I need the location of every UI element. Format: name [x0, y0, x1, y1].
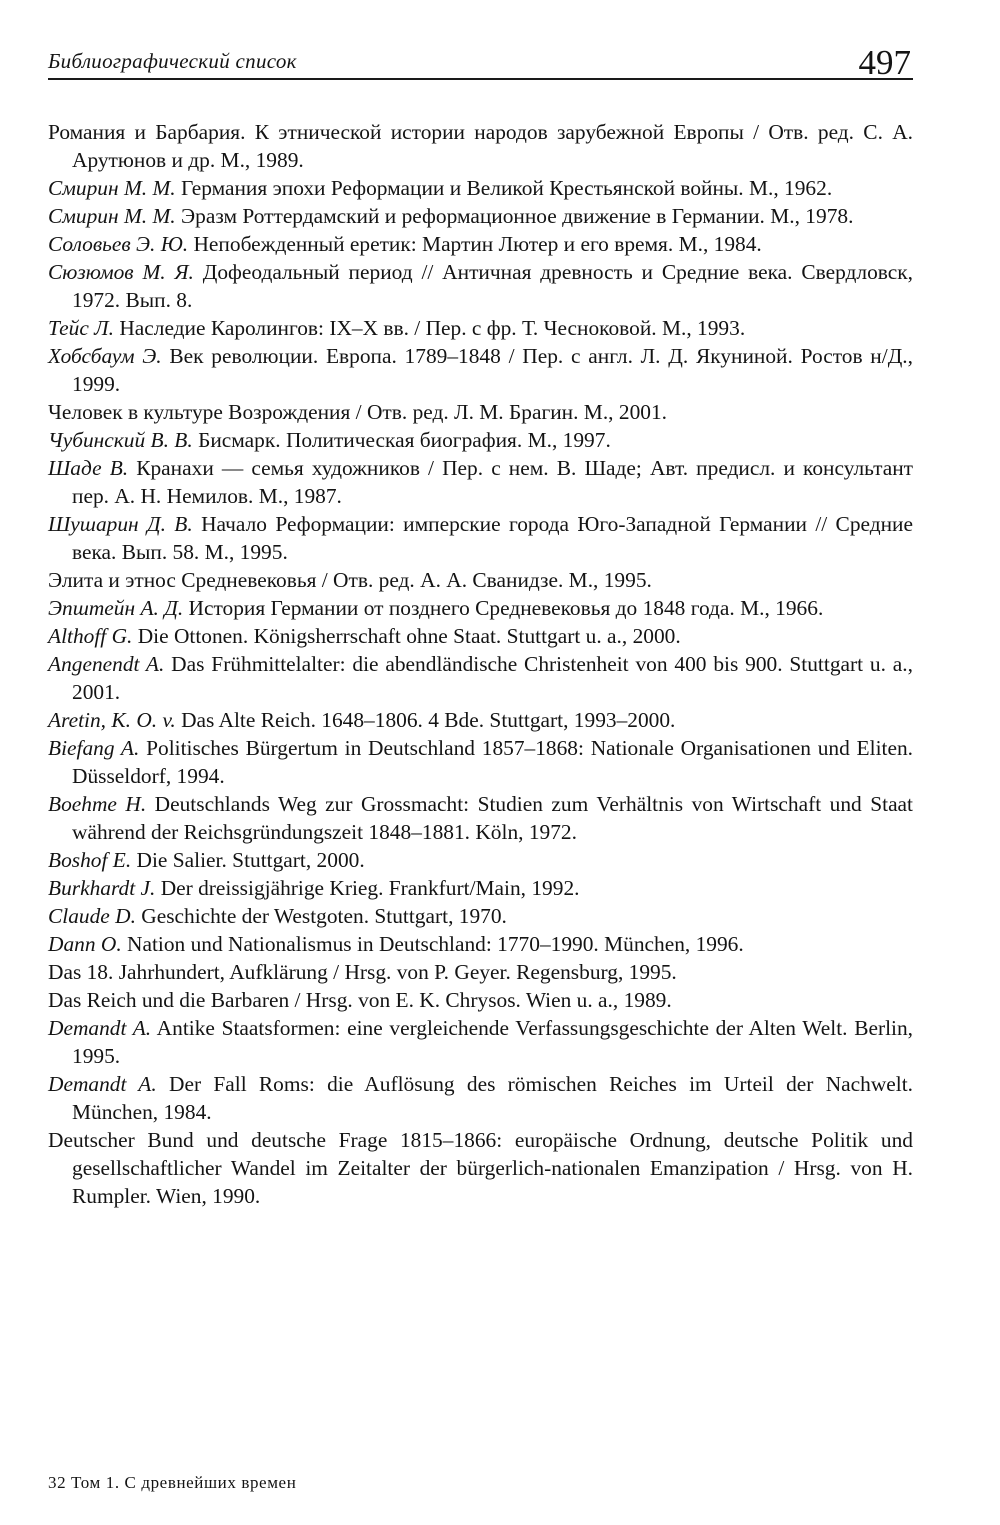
entry-text: Кранахи — семья художников / Пер. с нем. В. Шаде; Авт. предисл. и консультант пер. А. Н. Немилов. М., 1987. [72, 456, 913, 508]
bibliography-entry [48, 986, 913, 1014]
entry-author: Burkhardt J. [48, 876, 156, 900]
bibliography-entry [48, 230, 913, 258]
bibliography-entry [48, 398, 913, 426]
entry-author: Сюзюмов М. Я. [48, 260, 194, 284]
running-title: Библиографический список [48, 49, 297, 73]
bibliography-entry [48, 510, 913, 566]
entry-text: Начало Реформации: имперские города Юго-Западной Германии // Средние века. Вып. 58. М., 1995. [72, 512, 913, 564]
entry-text: Das Reich und die Barbaren / Hrsg. von E. K. Chrysos. Wien u. a., 1989. [48, 988, 672, 1012]
entry-text: Deutschlands Weg zur Grossmacht: Studien zum Verhältnis von Wirtschaft und Staat während der Reichsgründungszeit 1848–1881. Köln, 1972. [72, 792, 913, 844]
entry-text: История Германии от позднего Средневековья до 1848 года. М., 1966. [183, 596, 824, 620]
entry-text: Человек в культуре Возрождения / Отв. ред. Л. М. Брагин. М., 2001. [48, 400, 668, 424]
entry-text: Непобежденный еретик: Мартин Лютер и его время. М., 1984. [188, 232, 762, 256]
entry-text: Geschichte der Westgoten. Stuttgart, 1970. [135, 904, 507, 928]
bibliography-entry [48, 734, 913, 790]
entry-author: Demandt A. [48, 1072, 157, 1096]
entry-text: Das Frühmittelalter: die abendländische Christenheit von 400 bis 900. Stuttgart u. a., 2001. [72, 652, 913, 704]
page-header [48, 38, 913, 80]
bibliography-entry [48, 930, 913, 958]
entry-text: Antike Staatsformen: eine vergleichende Verfassungsgeschichte der Alten Welt. Berlin, 1995. [72, 1016, 914, 1068]
entry-text: Романия и Барбария. К этнической истории народов зарубежной Европы / Отв. ред. С. А. Арутюнов и др. М., 1989. [48, 120, 913, 172]
entry-author: Boehme H. [48, 792, 147, 816]
entry-author: Шаде В. [48, 456, 129, 480]
entry-text: Politisches Bürgertum in Deutschland 1857–1868: Nationale Organisationen und Eliten. Düsseldorf, 1994. [72, 736, 913, 788]
bibliography-list [48, 118, 913, 1210]
bibliography-entry [48, 902, 913, 930]
entry-text: Der dreissigjährige Krieg. Frankfurt/Main, 1992. [155, 876, 580, 900]
bibliography-entry [48, 174, 913, 202]
bibliography-entry [48, 790, 913, 846]
entry-author: Чубинский В. В. [48, 428, 193, 452]
entry-text: Die Salier. Stuttgart, 2000. [131, 848, 365, 872]
entry-text: Германия эпохи Реформации и Великой Крестьянской войны. М., 1962. [175, 176, 833, 200]
entry-author: Эпштейн А. Д. [48, 596, 184, 620]
bibliography-entry [48, 622, 913, 650]
entry-text: Век революции. Европа. 1789–1848 / Пер. с англ. Л. Д. Якуниной. Ростов н/Д., 1999. [72, 344, 913, 396]
entry-author: Aretin, K. O. v. [48, 708, 176, 732]
entry-text: Der Fall Roms: die Auflösung des römischen Reiches im Urteil der Nachwelt. München, 1984. [72, 1072, 914, 1124]
bibliography-entry [48, 1014, 913, 1070]
entry-author: Dann O. [48, 932, 122, 956]
bibliography-entry [48, 566, 913, 594]
entry-author: Demandt A. [48, 1016, 152, 1040]
entry-text: Бисмарк. Политическая биография. М., 1997. [192, 428, 611, 452]
bibliography-entry [48, 958, 913, 986]
entry-text: Дофеодальный период // Античная древность и Средние века. Свердловск, 1972. Вып. 8. [72, 260, 913, 312]
entry-text: Die Ottonen. Königsherrschaft ohne Staat. Stuttgart u. a., 2000. [132, 624, 681, 648]
entry-text: Элита и этнос Средневековья / Отв. ред. А. А. Сванидзе. М., 1995. [48, 568, 652, 592]
bibliography-entry [48, 118, 913, 174]
bibliography-entry [48, 426, 913, 454]
entry-author: Claude D. [48, 904, 136, 928]
bibliography-entry [48, 846, 913, 874]
entry-author: Смирин М. М. [48, 204, 176, 228]
entry-author: Шушарин Д. В. [48, 512, 193, 536]
entry-text: Das 18. Jahrhundert, Aufklärung / Hrsg. von P. Geyer. Regensburg, 1995. [48, 960, 677, 984]
entry-author: Соловьев Э. Ю. [48, 232, 189, 256]
entry-text: Nation und Nationalismus in Deutschland: 1770–1990. München, 1996. [121, 932, 744, 956]
entry-text: Эразм Роттердамский и реформационное движение в Германии. М., 1978. [175, 204, 854, 228]
entry-author: Angenendt A. [48, 652, 165, 676]
page-footer: 32 Том 1. С древнейших времен [48, 1473, 297, 1492]
entry-text: Наследие Каролингов: IX–X вв. / Пер. с фр. Т. Чесноковой. М., 1993. [114, 316, 746, 340]
bibliography-entry [48, 594, 913, 622]
entry-text: Deutscher Bund und deutsche Frage 1815–1866: europäische Ordnung, deutsche Politik und gesellschaftlicher Wandel im Zeitalter der bürgerlich-nationalen Emanzipation / Hrsg. von H. Rumpler. Wien, 1990. [48, 1128, 913, 1208]
bibliography-entry [48, 258, 913, 314]
entry-author: Biefang A. [48, 736, 140, 760]
bibliography-entry [48, 874, 913, 902]
entry-author: Boshof E. [48, 848, 132, 872]
entry-author: Тейс Л. [48, 316, 114, 340]
bibliography-entry [48, 202, 913, 230]
entry-author: Althoff G. [48, 624, 133, 648]
bibliography-entry [48, 314, 913, 342]
entry-author: Хобсбаум Э. [48, 344, 162, 368]
bibliography-entry [48, 454, 913, 510]
entry-author: Смирин М. М. [48, 176, 176, 200]
page-number: 497 [858, 43, 911, 82]
bibliography-entry [48, 1126, 913, 1210]
entry-text: Das Alte Reich. 1648–1806. 4 Bde. Stuttgart, 1993–2000. [175, 708, 676, 732]
bibliography-entry [48, 342, 913, 398]
bibliography-entry [48, 650, 913, 706]
bibliography-entry [48, 1070, 913, 1126]
bibliography-entry [48, 706, 913, 734]
